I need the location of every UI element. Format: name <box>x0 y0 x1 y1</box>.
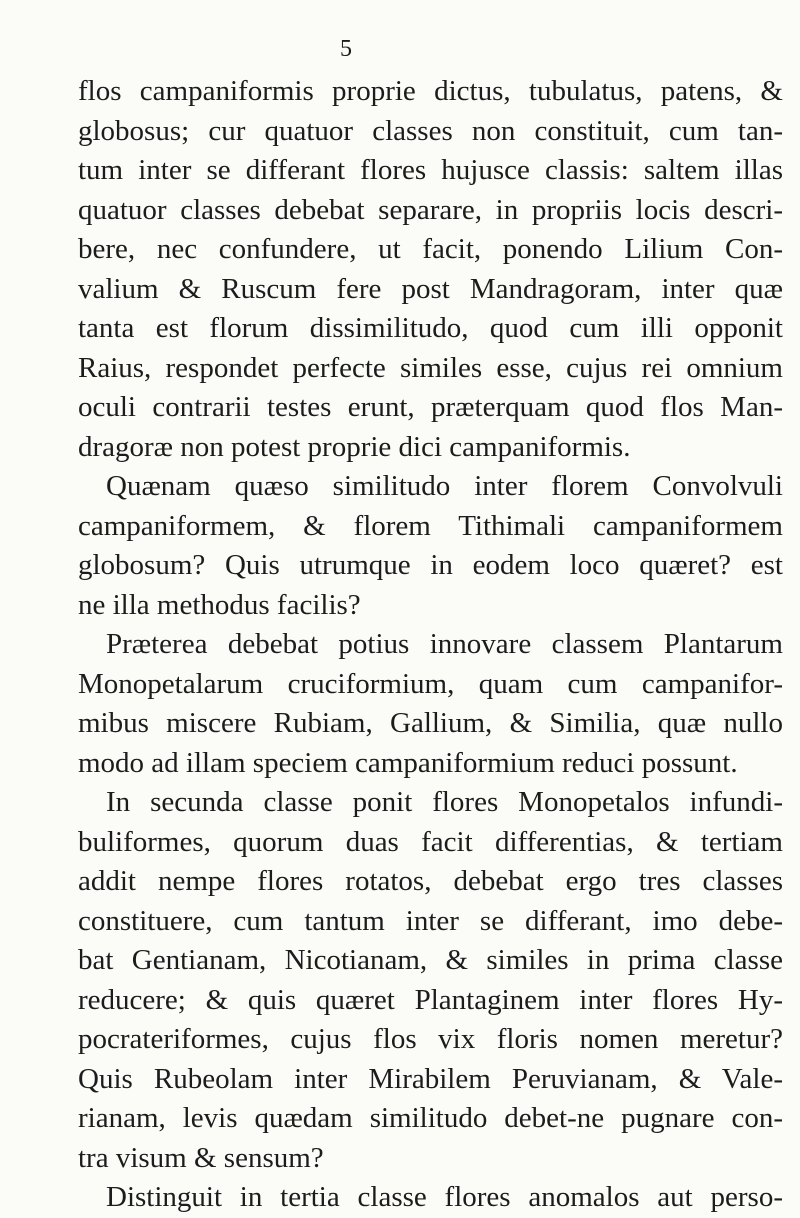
text-line: Raius, respondet perfecte similes esse, cujus rei omnium <box>78 351 783 384</box>
text-line: bat Gentianam, Nicotianam, & similes in prima classe <box>78 944 783 976</box>
text-line: oculi contrarii testes erunt, præterquam quod flos Man- <box>78 391 783 423</box>
body-text <box>78 72 783 1218</box>
text-line: ne illa methodus facilis? <box>78 588 361 621</box>
text-line: tanta est florum dissimilitudo, quod cum illi opponit <box>78 312 783 344</box>
text-line: bere, nec confundere, ut facit, ponendo Lilium Con- <box>78 233 783 265</box>
text-line: tum inter se differant flores hujusce classis: saltem illas <box>78 154 783 186</box>
text-line: campaniformem, & florem Tithimali campaniformem <box>78 509 783 542</box>
text-line: valium & Ruscum fere post Mandragoram, inter quæ <box>78 272 783 305</box>
page-number: 5 <box>340 36 352 62</box>
text-line: reducere; & quis quæret Plantaginem inter flores Hy- <box>78 983 783 1016</box>
text-line: buliformes, quorum duas facit differentias, & tertiam <box>78 825 783 858</box>
text-line: addit nempe flores rotatos, debebat ergo tres classes <box>78 865 783 897</box>
text-line: modo ad illam speciem campaniformium reduci possunt. <box>78 746 738 779</box>
text-line: quatuor classes debebat separare, in propriis locis descri- <box>78 193 783 226</box>
text-line: constituere, cum tantum inter se differant, imo debe- <box>78 904 783 937</box>
text-line: In secunda classe ponit flores Monopetalos infundi- <box>106 786 783 818</box>
text-line: flos campaniformis proprie dictus, tubulatus, patens, & <box>78 75 783 107</box>
text-line: Præterea debebat potius innovare classem Plantarum <box>106 628 783 660</box>
text-line: mibus miscere Rubiam, Gallium, & Similia, quæ nullo <box>78 707 783 739</box>
text-line: Monopetalarum cruciformium, quam cum campanifor- <box>78 667 783 700</box>
text-line: globosus; cur quatuor classes non constituit, cum tan- <box>78 114 783 147</box>
text-line: pocrateriformes, cujus flos vix floris nomen meretur? <box>78 1023 783 1055</box>
text-line: Quænam quæso similitudo inter florem Convolvuli <box>106 470 783 502</box>
text-line: globosum? Quis utrumque in eodem loco quæret? est <box>78 549 783 581</box>
text-line: Quis Rubeolam inter Mirabilem Peruvianam, & Vale- <box>78 1062 783 1095</box>
text-line: Distinguit in tertia classe flores anomalos aut perso- <box>106 1181 783 1213</box>
text-line: tra visum & sensum? <box>78 1141 324 1174</box>
text-line: dragoræ non potest proprie dici campaniformis. <box>78 430 631 463</box>
text-line: rianam, levis quædam similitudo debet-ne pugnare con- <box>78 1102 783 1134</box>
